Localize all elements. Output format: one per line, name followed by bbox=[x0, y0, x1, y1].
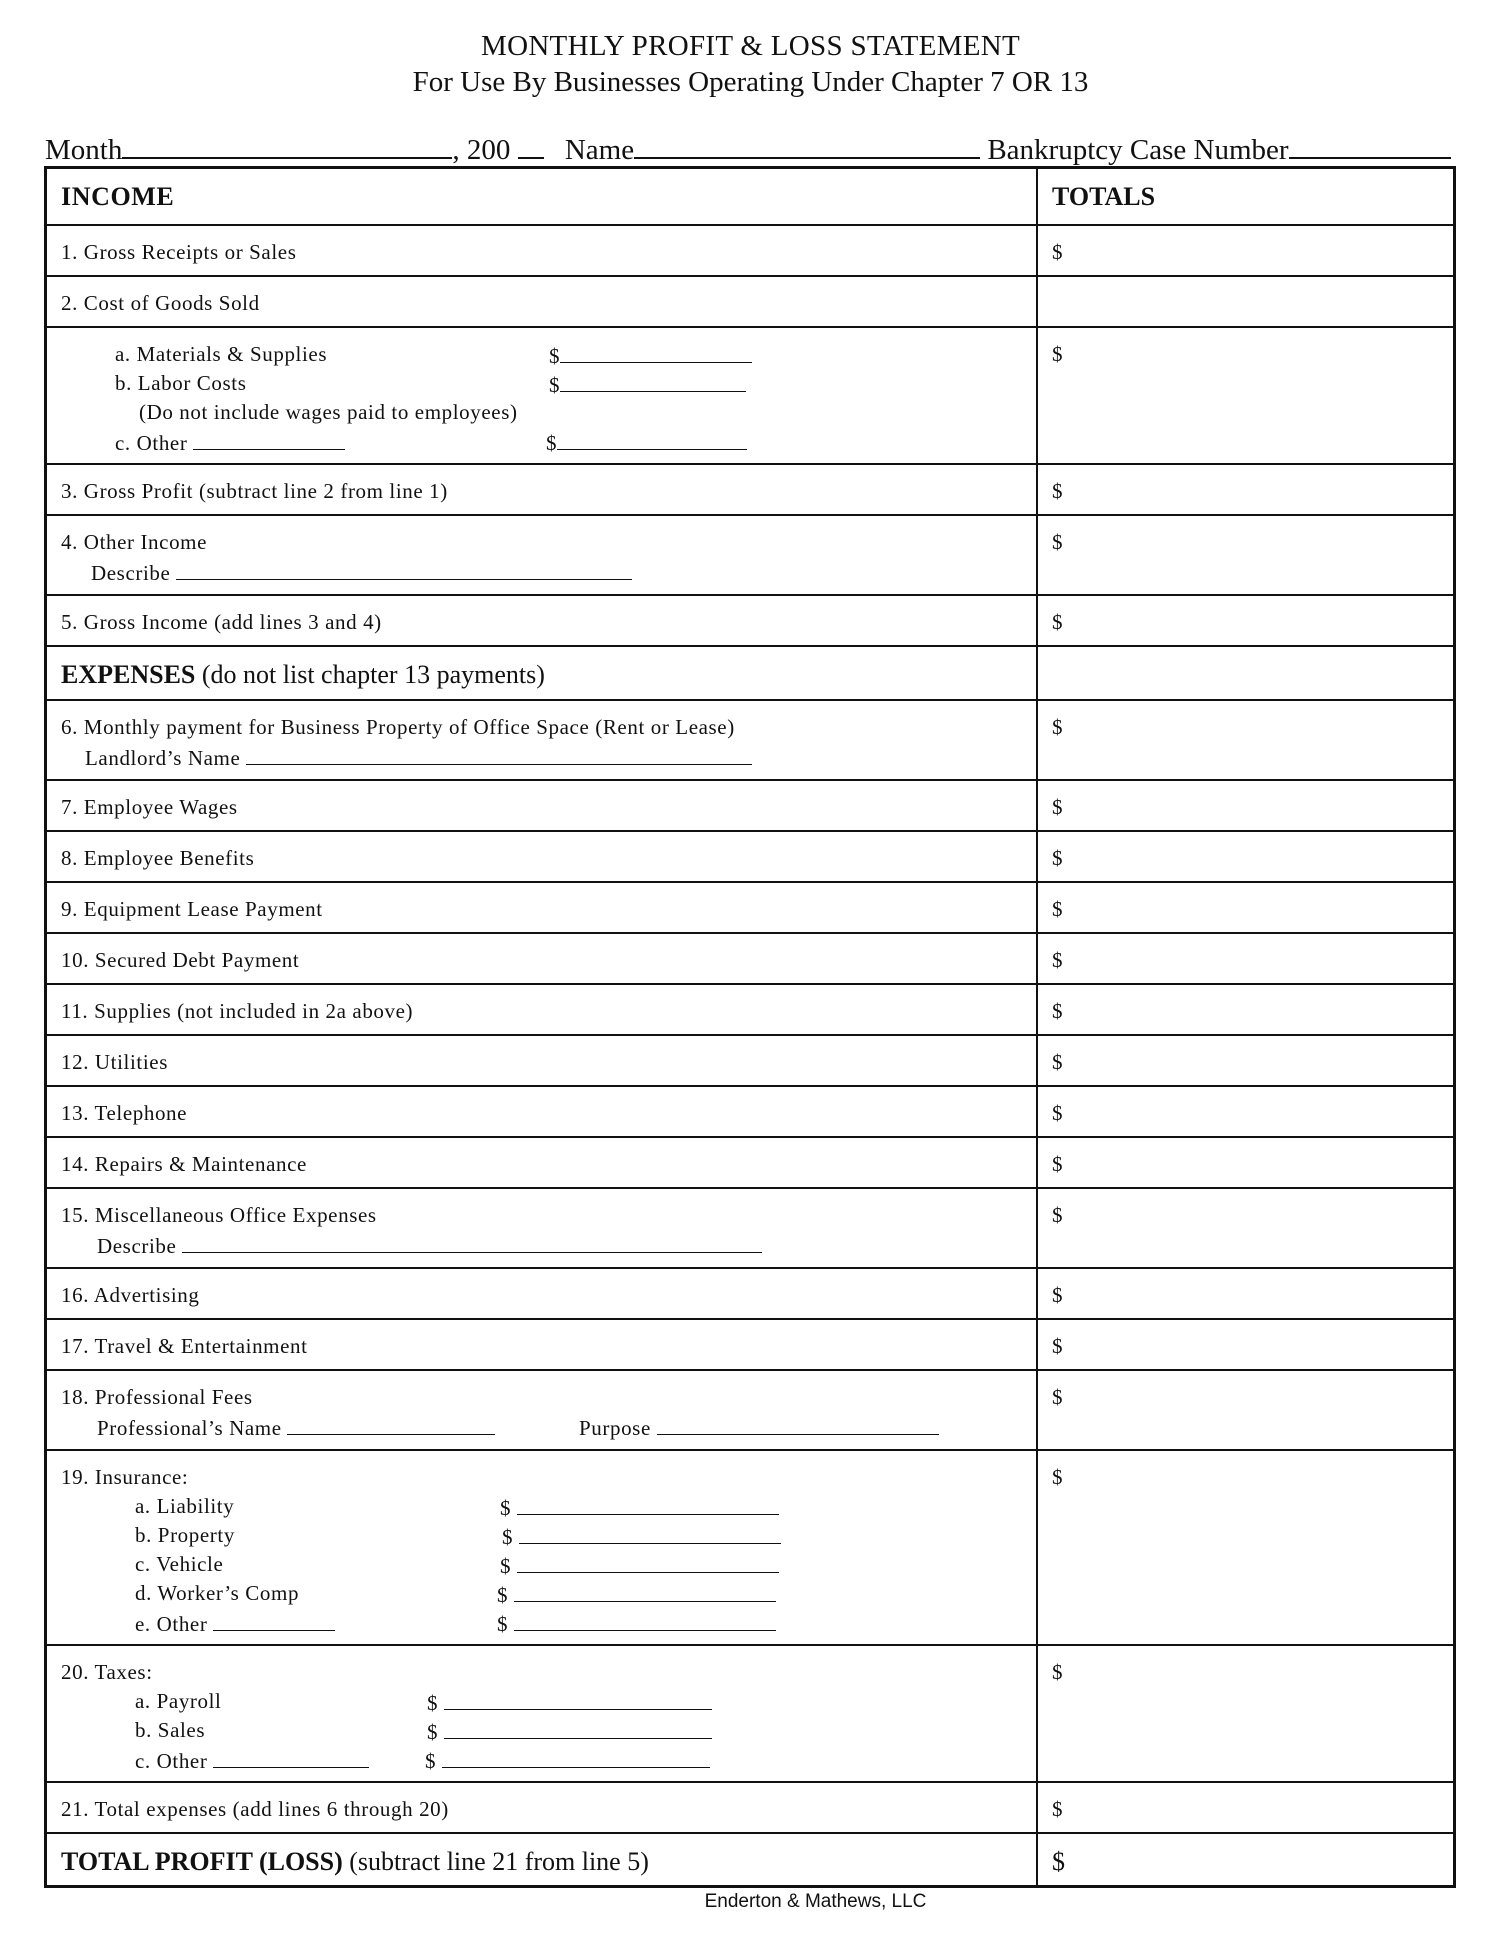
line-2c-dollar: $ bbox=[546, 431, 558, 455]
line-16-total[interactable]: $ bbox=[1052, 1283, 1063, 1307]
line-2-label: 2. Cost of Goods Sold bbox=[61, 291, 260, 315]
name-field[interactable] bbox=[634, 135, 980, 159]
table-row bbox=[47, 1320, 1453, 1371]
line-19c-dollar: $ bbox=[500, 1554, 512, 1578]
line-20-label: 20. Taxes: bbox=[61, 1660, 153, 1684]
statement-table bbox=[44, 166, 1456, 1888]
line-4-total[interactable]: $ bbox=[1052, 530, 1063, 554]
line-19b-label: b. Property bbox=[135, 1523, 235, 1547]
line-19c-label: c. Vehicle bbox=[135, 1552, 224, 1576]
line-19e-describe-field[interactable] bbox=[213, 1610, 335, 1631]
line-21-label: 21. Total expenses (add lines 6 through 20) bbox=[61, 1797, 449, 1821]
month-field[interactable] bbox=[122, 135, 452, 159]
income-column-header: INCOME bbox=[47, 169, 1038, 224]
line-6-total[interactable]: $ bbox=[1052, 715, 1063, 739]
line-7-label: 7. Employee Wages bbox=[61, 795, 238, 819]
expenses-heading: EXPENSES bbox=[61, 660, 196, 689]
total-profit-note: (subtract line 21 from line 5) bbox=[342, 1847, 649, 1876]
line-19-label: 19. Insurance: bbox=[61, 1465, 189, 1489]
line-19e-dollar: $ bbox=[497, 1612, 509, 1636]
table-row bbox=[47, 832, 1453, 883]
line-18-name-field[interactable] bbox=[287, 1414, 495, 1435]
line-4-describe-field[interactable] bbox=[176, 559, 632, 580]
line-2a-dollar: $ bbox=[549, 344, 561, 368]
line-20a-dollar: $ bbox=[427, 1691, 439, 1715]
line-20c-label: c. Other bbox=[135, 1749, 208, 1773]
line-6-landlord-label: Landlord’s Name bbox=[85, 746, 241, 770]
table-row bbox=[47, 1189, 1453, 1269]
line-5-total[interactable]: $ bbox=[1052, 610, 1063, 634]
line-14-total[interactable]: $ bbox=[1052, 1152, 1063, 1176]
line-11-total[interactable]: $ bbox=[1052, 999, 1063, 1023]
table-row bbox=[47, 1451, 1453, 1646]
line-2c-describe-field[interactable] bbox=[193, 429, 345, 450]
line-8-label: 8. Employee Benefits bbox=[61, 846, 255, 870]
line-3-total[interactable]: $ bbox=[1052, 479, 1063, 503]
line-18-total[interactable]: $ bbox=[1052, 1385, 1063, 1409]
line-7-total[interactable]: $ bbox=[1052, 795, 1063, 819]
table-row bbox=[47, 1371, 1453, 1451]
line-12-label: 12. Utilities bbox=[61, 1050, 168, 1074]
line-11-label: 11. Supplies (not included in 2a above) bbox=[61, 999, 414, 1023]
expenses-header-row bbox=[47, 647, 1453, 701]
line-2b-label: b. Labor Costs bbox=[115, 371, 247, 395]
line-15-label: 15. Miscellaneous Office Expenses bbox=[61, 1203, 377, 1227]
line-2b-dollar: $ bbox=[549, 373, 561, 397]
form-title: MONTHLY PROFIT & LOSS STATEMENT bbox=[480, 30, 1020, 62]
line-10-label: 10. Secured Debt Payment bbox=[61, 948, 300, 972]
line-20a-field[interactable] bbox=[444, 1689, 712, 1710]
line-20c-field[interactable] bbox=[442, 1747, 710, 1768]
line-20a-label: a. Payroll bbox=[135, 1689, 222, 1713]
year-label: , 200 bbox=[452, 134, 511, 166]
table-row bbox=[47, 1138, 1453, 1189]
line-19a-label: a. Liability bbox=[135, 1494, 235, 1518]
line-18-label: 18. Professional Fees bbox=[61, 1385, 253, 1409]
line-2a-field[interactable] bbox=[560, 342, 752, 363]
line-20b-field[interactable] bbox=[444, 1718, 712, 1739]
table-row bbox=[47, 701, 1453, 781]
line-3-label: 3. Gross Profit (subtract line 2 from line 1) bbox=[61, 479, 448, 503]
name-label: Name bbox=[564, 134, 635, 166]
case-number-label: Bankruptcy Case Number bbox=[987, 134, 1289, 166]
line-19a-dollar: $ bbox=[500, 1496, 512, 1520]
table-header-row bbox=[47, 169, 1453, 226]
form-subtitle: For Use By Businesses Operating Under Chapter 7 OR 13 bbox=[412, 66, 1089, 98]
table-row bbox=[47, 1646, 1453, 1783]
line-19a-field[interactable] bbox=[517, 1494, 779, 1515]
total-profit-total[interactable]: $ bbox=[1052, 1847, 1065, 1876]
line-21-total[interactable]: $ bbox=[1052, 1797, 1063, 1821]
line-1-label: 1. Gross Receipts or Sales bbox=[61, 240, 297, 264]
line-19d-field[interactable] bbox=[514, 1581, 776, 1602]
line-15-describe-field[interactable] bbox=[182, 1232, 762, 1253]
table-row bbox=[47, 516, 1453, 596]
table-row bbox=[47, 934, 1453, 985]
line-16-label: 16. Advertising bbox=[61, 1283, 200, 1307]
line-18-purpose-field[interactable] bbox=[657, 1414, 939, 1435]
line-19d-label: d. Worker’s Comp bbox=[135, 1581, 300, 1605]
line-18-purpose-label: Purpose bbox=[579, 1416, 651, 1440]
line-15-describe-label: Describe bbox=[97, 1234, 177, 1258]
line-2-total[interactable]: $ bbox=[1052, 342, 1063, 366]
line-14-label: 14. Repairs & Maintenance bbox=[61, 1152, 307, 1176]
line-15-total[interactable]: $ bbox=[1052, 1203, 1063, 1227]
totals-column-header: TOTALS bbox=[1052, 182, 1156, 211]
line-4-label: 4. Other Income bbox=[61, 530, 208, 554]
line-2a-label: a. Materials & Supplies bbox=[115, 342, 328, 366]
line-19-total[interactable]: $ bbox=[1052, 1465, 1063, 1489]
line-12-total[interactable]: $ bbox=[1052, 1050, 1063, 1074]
table-row bbox=[47, 781, 1453, 832]
total-profit-label: TOTAL PROFIT (LOSS) bbox=[61, 1847, 343, 1876]
table-row bbox=[47, 883, 1453, 934]
table-row bbox=[47, 465, 1453, 516]
line-9-label: 9. Equipment Lease Payment bbox=[61, 897, 323, 921]
line-19e-field[interactable] bbox=[514, 1610, 776, 1631]
line-17-total[interactable]: $ bbox=[1052, 1334, 1063, 1358]
line-20c-describe-field[interactable] bbox=[213, 1747, 369, 1768]
line-17-label: 17. Travel & Entertainment bbox=[61, 1334, 308, 1358]
table-row bbox=[47, 596, 1453, 647]
line-19d-dollar: $ bbox=[497, 1583, 509, 1607]
line-19c-field[interactable] bbox=[517, 1552, 779, 1573]
line-2b-field[interactable] bbox=[560, 371, 746, 392]
table-row bbox=[47, 985, 1453, 1036]
year-field[interactable] bbox=[518, 135, 544, 159]
line-10-total[interactable]: $ bbox=[1052, 948, 1063, 972]
line-5-label: 5. Gross Income (add lines 3 and 4) bbox=[61, 610, 382, 634]
line-20b-dollar: $ bbox=[427, 1720, 439, 1744]
total-profit-row bbox=[47, 1834, 1453, 1885]
line-19e-label: e. Other bbox=[135, 1612, 208, 1636]
line-4-describe-label: Describe bbox=[91, 561, 171, 585]
table-row bbox=[47, 277, 1453, 328]
table-row bbox=[47, 1087, 1453, 1138]
line-20-total[interactable]: $ bbox=[1052, 1660, 1063, 1684]
table-row bbox=[47, 1036, 1453, 1087]
header-fields bbox=[45, 134, 1457, 167]
line-19b-dollar: $ bbox=[502, 1525, 514, 1549]
line-9-total[interactable]: $ bbox=[1052, 897, 1063, 921]
line-2c-field[interactable] bbox=[557, 429, 747, 450]
line-1-total[interactable]: $ bbox=[1052, 240, 1063, 264]
table-row bbox=[47, 1269, 1453, 1320]
table-row bbox=[47, 1783, 1453, 1834]
table-row bbox=[47, 328, 1453, 465]
line-6-label: 6. Monthly payment for Business Property of Office Space (Rent or Lease) bbox=[61, 715, 735, 739]
line-18-name-label: Professional’s Name bbox=[97, 1416, 282, 1440]
case-number-field[interactable] bbox=[1289, 135, 1451, 159]
line-6-landlord-field[interactable] bbox=[246, 744, 752, 765]
line-20c-dollar: $ bbox=[425, 1749, 437, 1773]
line-19b-field[interactable] bbox=[519, 1523, 781, 1544]
line-20b-label: b. Sales bbox=[135, 1718, 206, 1742]
footer-credit: Enderton & Mathews, LLC bbox=[704, 1891, 927, 1912]
line-2b-note: (Do not include wages paid to employees) bbox=[139, 400, 518, 424]
line-8-total[interactable]: $ bbox=[1052, 846, 1063, 870]
line-13-label: 13. Telephone bbox=[61, 1101, 188, 1125]
month-label: Month bbox=[45, 134, 123, 166]
table-row bbox=[47, 226, 1453, 277]
line-2c-label: c. Other bbox=[115, 431, 188, 455]
line-13-total[interactable]: $ bbox=[1052, 1101, 1063, 1125]
expenses-heading-note: (do not list chapter 13 payments) bbox=[195, 660, 545, 689]
